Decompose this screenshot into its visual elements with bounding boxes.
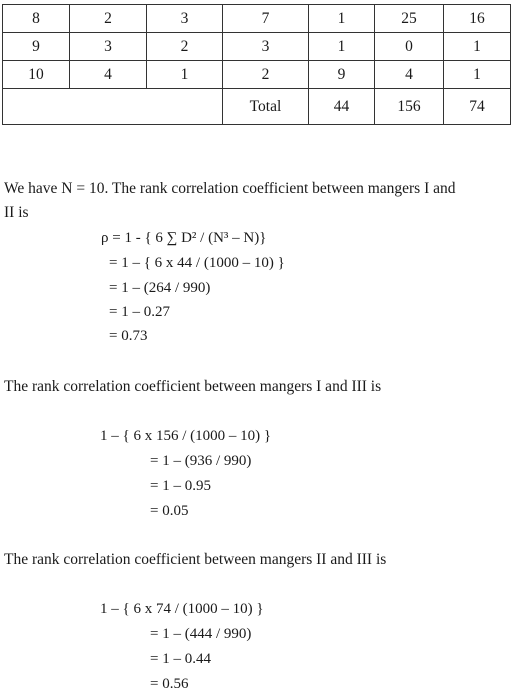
table-cell: 9 <box>309 61 375 89</box>
equation-line: = 1 – (264 / 990) <box>109 280 211 296</box>
table-row <box>3 33 511 61</box>
table-cell: 4 <box>375 61 444 89</box>
table-row <box>3 61 511 89</box>
table-cell: 1 <box>444 33 511 61</box>
table-cell: 2 <box>223 61 309 89</box>
equation-line: = 1 – 0.95 <box>150 478 211 494</box>
table-cell: 8 <box>3 5 70 33</box>
equation-line: = 1 – 0.44 <box>150 651 211 667</box>
total-value: 156 <box>375 89 444 125</box>
total-value: 44 <box>309 89 375 125</box>
equation-line: = 1 – (444 / 990) <box>150 626 252 642</box>
total-label: Total <box>223 89 309 125</box>
table-cell: 2 <box>70 5 147 33</box>
table-cell: 2 <box>147 33 223 61</box>
paragraph-text: II is <box>4 204 29 221</box>
paragraph-text: The rank correlation coefficient between mangers I and III is <box>4 378 382 395</box>
equation-line: = 0.56 <box>150 676 189 692</box>
table-cell: 7 <box>223 5 309 33</box>
table-total-row <box>3 89 511 125</box>
table-cell: 0 <box>375 33 444 61</box>
table-cell: 1 <box>309 33 375 61</box>
equation-line: 1 – { 6 x 74 / (1000 – 10) } <box>100 601 264 617</box>
paragraph-text: The rank correlation coefficient between mangers II and III is <box>4 551 387 568</box>
table-cell: 1 <box>147 61 223 89</box>
equation-line: = 1 – 0.27 <box>109 304 170 320</box>
equation-line: ρ = 1 - { 6 ∑ D² / (N³ – N)} <box>101 230 267 246</box>
paragraph-text: We have N = 10. The rank correlation coefficient between mangers I and <box>4 180 456 197</box>
table-row <box>3 5 511 33</box>
rank-table <box>2 4 511 125</box>
table-cell: 16 <box>444 5 511 33</box>
table-empty-cell <box>3 89 223 125</box>
table-cell: 10 <box>3 61 70 89</box>
equation-line: = 1 – (936 / 990) <box>150 453 252 469</box>
equation-line: = 0.05 <box>150 503 189 519</box>
table-cell: 3 <box>223 33 309 61</box>
equation-line: 1 – { 6 x 156 / (1000 – 10) } <box>100 428 272 444</box>
table-cell: 1 <box>444 61 511 89</box>
table-cell: 1 <box>309 5 375 33</box>
equation-line: = 1 – { 6 x 44 / (1000 – 10) } <box>109 255 285 271</box>
table-cell: 4 <box>70 61 147 89</box>
total-value: 74 <box>444 89 511 125</box>
table-cell: 9 <box>3 33 70 61</box>
table-cell: 25 <box>375 5 444 33</box>
equation-line: = 0.73 <box>109 328 148 344</box>
table-cell: 3 <box>70 33 147 61</box>
table-cell: 3 <box>147 5 223 33</box>
